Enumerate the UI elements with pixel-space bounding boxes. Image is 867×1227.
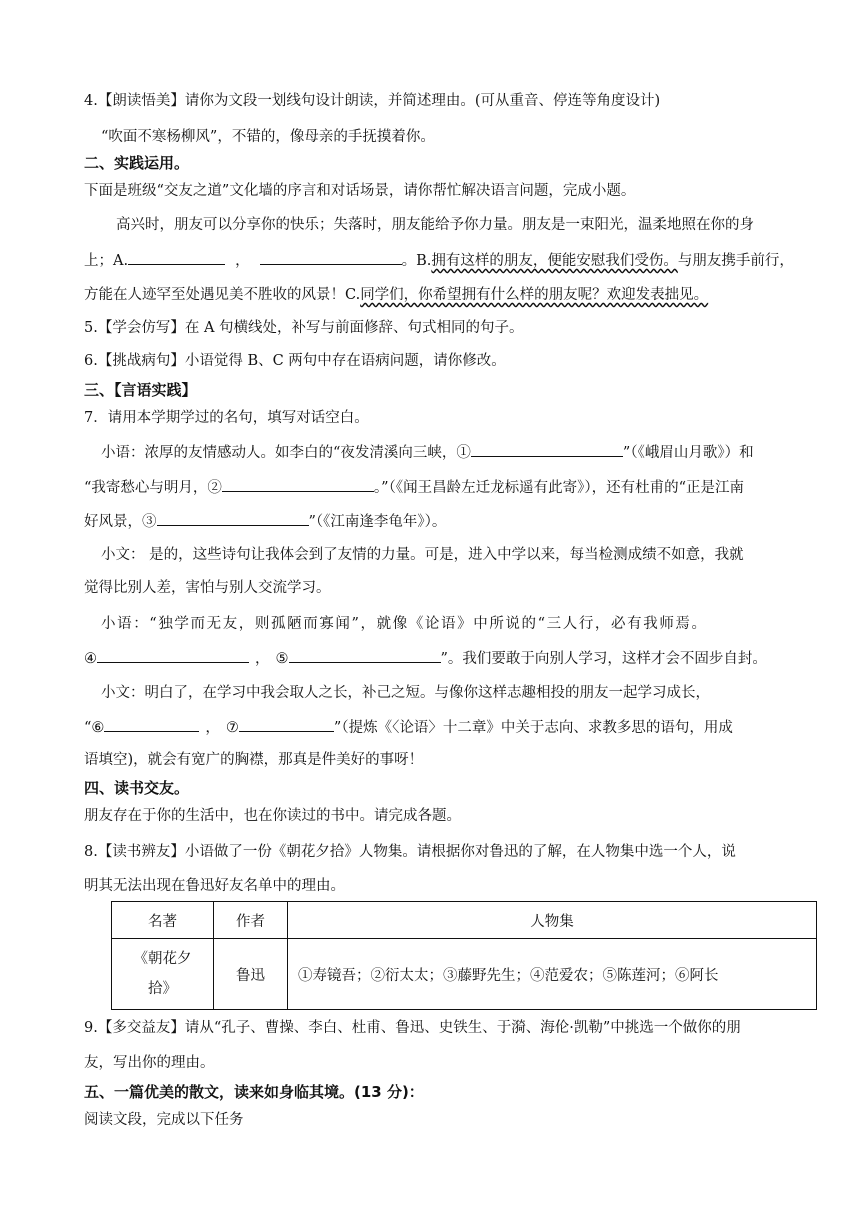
table-cell-author: 鲁迅 — [214, 939, 288, 1010]
book-line-1: 《朝花夕 — [133, 951, 192, 967]
section-4-title: 四、读书交友。 — [84, 779, 190, 797]
mark-4: ④ — [84, 651, 97, 667]
mark-3: ③ — [142, 514, 157, 530]
dialog-line-1 — [101, 442, 754, 463]
table-cell-book — [112, 939, 214, 1010]
dialog-line-2 — [84, 477, 744, 498]
section-4-intro: 朋友存在于你的生活中，也在你读过的书中。请完成各题。 — [84, 808, 461, 824]
dialog-line-5: 觉得比别人差，害怕与别人交流学习。 — [84, 580, 331, 596]
passage-line-3 — [84, 285, 708, 305]
dialog-line-8: 小文：明白了，在学习中我会取人之长，补己之短。与像你这样志趣相投的朋友一起学习成长， — [101, 685, 710, 701]
dialog-line-7-sep: ， — [255, 651, 270, 667]
passage-line-2 — [84, 250, 794, 271]
q9-line-2: 友，写出你的理由。 — [84, 1055, 215, 1071]
section-5-intro: 阅读文段，完成以下任务 — [84, 1112, 244, 1128]
book-line-2: 拾》 — [148, 981, 177, 997]
passage-label-b: 。B. — [401, 253, 432, 269]
table-cell-characters: ①寿镜吾；②衍太太；③藤野先生；④范爱农；⑤陈莲河；⑥阿长 — [288, 939, 817, 1010]
dialog-line-7-text: ”。我们要敢于向别人学习，这样才会不固步自封。 — [440, 651, 767, 667]
blank-5[interactable] — [289, 648, 441, 663]
dialog-line-10: 语填空)，就会有宽广的胸襟，那真是件美好的事呀！ — [84, 752, 424, 768]
mark-1: ① — [456, 445, 471, 461]
mark-6: ⑥ — [91, 720, 105, 736]
passage-label-a: 上；A. — [84, 253, 129, 269]
dialog-line-4: 小文： 是的，这些诗句让我体会到了友情的力量。可是，进入中学以来，每当检测成绩不如意，我就 — [101, 547, 744, 563]
dialog-line-1-text: 小语：浓厚的友情感动人。如李白的“夜发清溪向三峡， — [101, 445, 457, 461]
q7-stem: 7．请用本学期学过的名句，填写对话空白。 — [84, 410, 369, 426]
table-header-characters: 人物集 — [288, 902, 817, 939]
blank-3[interactable] — [157, 511, 309, 526]
mark-7: ⑦ — [225, 720, 239, 736]
section-5-title: 五、一篇优美的散文，读来如身临其境。(13 分)： — [84, 1083, 424, 1101]
q5-stem: 5.【学会仿写】在 A 句横线处，补写与前面修辞、句式相同的句子。 — [84, 320, 524, 336]
dialog-line-9 — [84, 717, 733, 738]
dialog-line-3-text: 好风景， — [84, 514, 142, 530]
q6-stem: 6.【挑战病句】小语觉得 B、C 两句中存在语病问题，请你修改。 — [84, 353, 506, 369]
q8-line-2: 明其无法出现在鲁迅好友名单中的理由。 — [84, 878, 345, 894]
dialog-line-9-sep: ， — [205, 720, 220, 736]
section-3-title: 三、【言语实践】 — [84, 381, 197, 399]
dialog-line-7 — [84, 648, 767, 669]
blank-a-1[interactable] — [128, 250, 225, 265]
passage-sep: ， — [235, 253, 250, 269]
passage-continue: 与朋友携手前行， — [677, 253, 794, 269]
mark-2: ② — [207, 480, 222, 496]
blank-1[interactable] — [471, 442, 623, 457]
dialog-line-9-text: ”（提炼《〈论语〉十二章》中关于志向、求教多思的语句，用成 — [333, 720, 733, 736]
table-header-author: 作者 — [214, 902, 288, 939]
blank-4[interactable] — [97, 648, 249, 663]
q4-stem: 4.【朗读悟美】请你为文段一划线句设计朗读，并简述理由。(可从重音、停连等角度设计) — [84, 93, 661, 109]
character-table — [111, 901, 817, 1010]
mark-5: ⑤ — [275, 651, 289, 667]
dialog-line-6: 小语：“独学而无友，则孤陋而寡闻”，就像《论语》中所说的“三人行，必有我师焉。 — [101, 616, 708, 632]
blank-6[interactable] — [104, 717, 199, 732]
dialog-line-2-source: 。”（《闻王昌龄左迁龙标遥有此寄》），还有杜甫的“正是江南 — [373, 480, 744, 496]
passage-line-3-text: 方能在人迹罕至处遇见美不胜收的风景！C. — [84, 287, 361, 303]
blank-2[interactable] — [222, 477, 374, 492]
sentence-c: 同学们，你希望拥有什么样的朋友呢？欢迎发表拙见。 — [360, 287, 709, 303]
blank-a-2[interactable] — [260, 250, 402, 265]
section-2-intro: 下面是班级“交友之道”文化墙的序言和对话场景，请你帮忙解决语言问题，完成小题。 — [84, 183, 636, 199]
dialog-line-2-text: “我寄愁心与明月， — [84, 480, 208, 496]
sentence-b: 拥有这样的朋友，便能安慰我们受伤。 — [431, 253, 678, 269]
blank-7[interactable] — [239, 717, 334, 732]
q4-quote: “吹面不寒杨柳风”，不错的，像母亲的手抚摸着你。 — [101, 129, 435, 145]
dialog-line-1-source: ”（《峨眉山月歌》）和 — [622, 445, 754, 461]
table-row — [112, 939, 817, 1010]
dialog-line-9-quote: “ — [84, 720, 92, 736]
table-header-book: 名著 — [112, 902, 214, 939]
passage-line-1: 高兴时，朋友可以分享你的快乐；失落时，朋友能给予你力量。朋友是一束阳光，温柔地照在你的身 — [116, 217, 754, 233]
q9-line-1: 9.【多交益友】请从“孔子、曹操、李白、杜甫、鲁迅、史铁生、于漪、海伦·凯勒”中挑选一个做你的朋 — [84, 1020, 741, 1036]
table-header-row — [112, 902, 817, 939]
dialog-line-3 — [84, 511, 446, 532]
dialog-line-3-source: ”（《江南逢李龟年》）。 — [308, 514, 447, 530]
q8-line-1: 8.【读书辨友】小语做了一份《朝花夕拾》人物集。请根据你对鲁迅的了解，在人物集中选一个人，说 — [84, 844, 736, 860]
section-2-title: 二、实践运用。 — [84, 154, 190, 172]
